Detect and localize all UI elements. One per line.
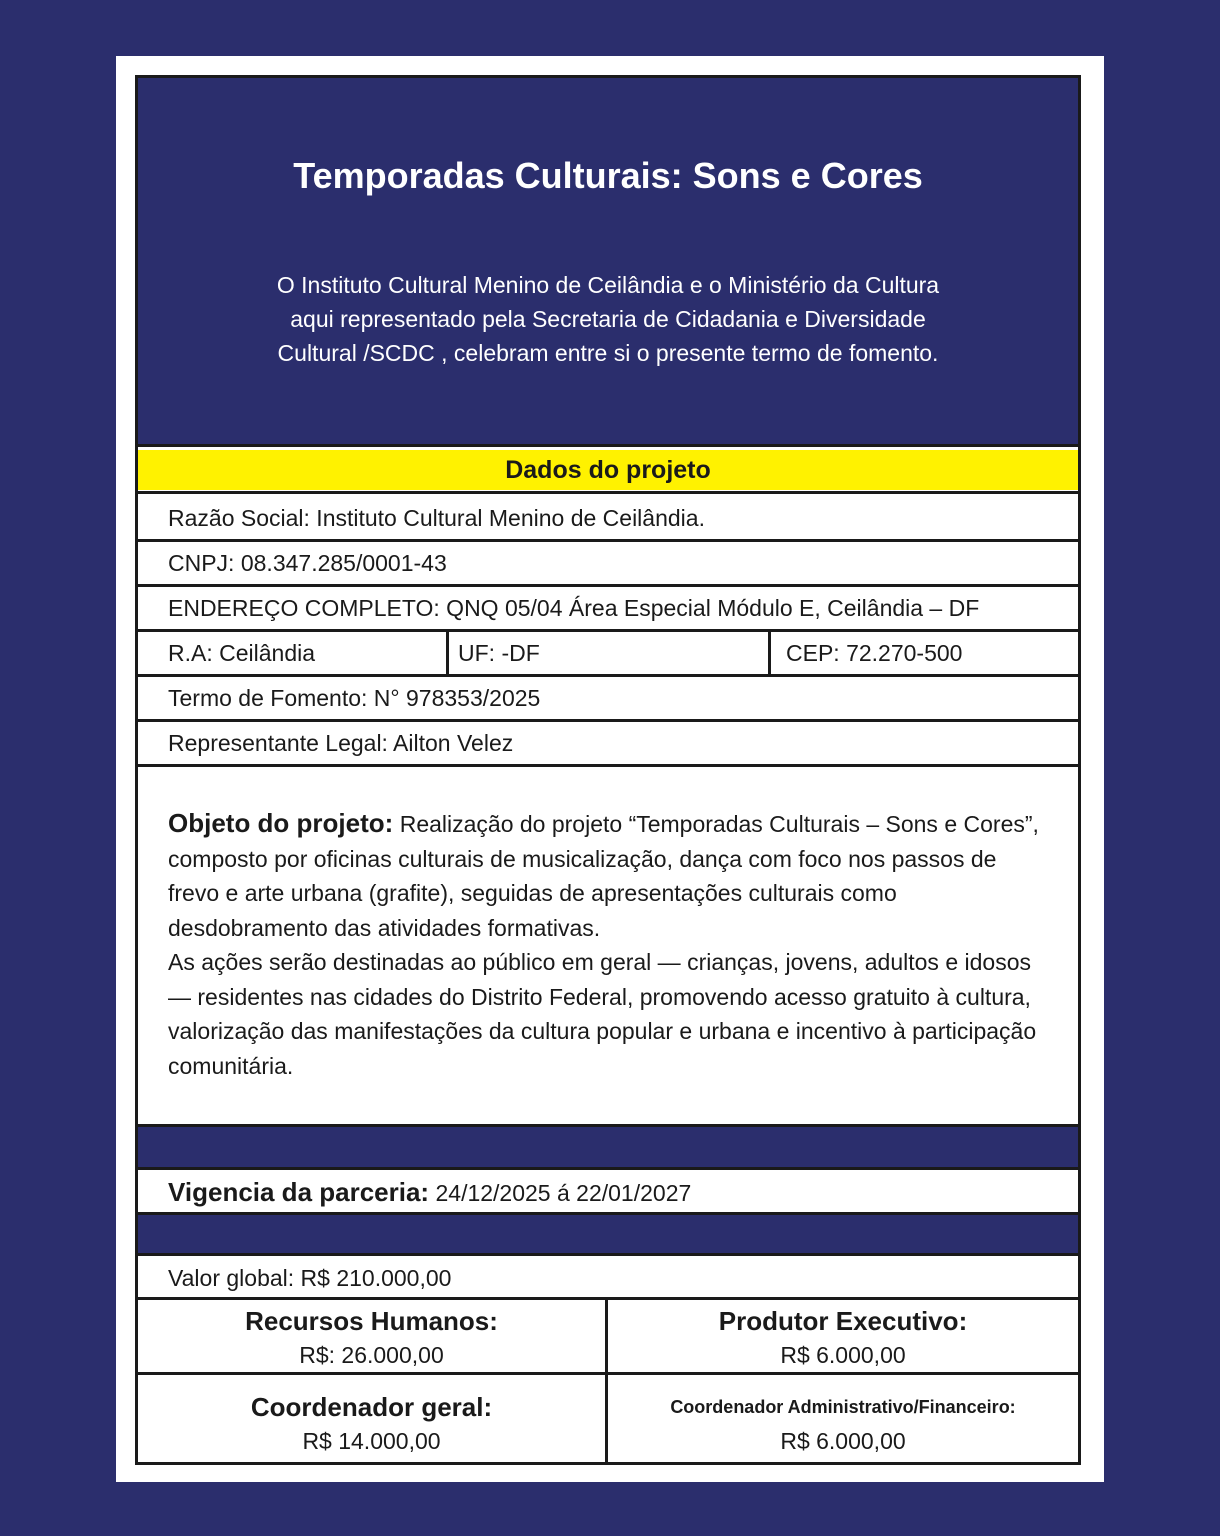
intro-line: aqui representado pela Secretaria de Cidadania e Diversidade [290, 306, 926, 332]
info-board [135, 75, 1081, 1465]
divider [138, 1372, 1078, 1375]
cnpj-field: CNPJ: 08.347.285/0001-43 [168, 550, 447, 576]
uf-field: UF: -DF [458, 640, 540, 666]
cep-field: CEP: 72.270-500 [786, 640, 963, 666]
divider [138, 1297, 1078, 1300]
blue-band [138, 1127, 1078, 1167]
representante-field: Representante Legal: Ailton Velez [168, 730, 514, 756]
objeto-label: Objeto do projeto: [168, 808, 394, 838]
valor-global-field: Valor global: R$ 210.000,00 [168, 1265, 452, 1291]
ra-field: R.A: Ceilândia [168, 640, 316, 666]
recursos-humanos-label: Recursos Humanos: [245, 1306, 498, 1336]
divider [138, 444, 1078, 447]
blue-band [138, 1215, 1078, 1253]
termo-field: Termo de Fomento: N° 978353/2025 [168, 685, 541, 711]
objeto-text-2: As ações serão destinadas ao público em geral — crianças, jovens, adultos e idosos — residentes nas cidades do Distrito Federal, promovendo acesso gratuito à cultura, valorização das manifestações da cultura popular e urbana e incentivo à participação comunitária. [168, 949, 1037, 1079]
vigencia-value: 24/12/2025 á 22/01/2027 [429, 1180, 692, 1206]
divider [138, 764, 1078, 767]
header-intro [248, 268, 968, 370]
intro-line: Cultural /SCDC , celebram entre si o presente termo de fomento. [277, 340, 939, 366]
divider [138, 1253, 1078, 1256]
produtor-executivo-label: Produtor Executivo: [718, 1306, 968, 1336]
coordenador-adm-value: R$ 6.000,00 [780, 1428, 906, 1454]
coordenador-geral-label: Coordenador geral: [250, 1392, 493, 1422]
produtor-executivo-cell [608, 1304, 1078, 1372]
endereco-field: ENDEREÇO COMPLETO: QNQ 05/04 Área Especial Módulo E, Ceilândia – DF [168, 595, 980, 621]
coordenador-geral-cell [138, 1390, 605, 1458]
coordenador-adm-cell [608, 1390, 1078, 1458]
coordenador-geral-value: R$ 14.000,00 [302, 1428, 441, 1454]
intro-line: O Instituto Cultural Menino de Ceilândia e o Ministério da Cultura [276, 272, 940, 298]
divider [768, 629, 771, 674]
recursos-humanos-cell [138, 1304, 605, 1372]
divider [138, 491, 1078, 494]
vigencia-label: Vigencia da parceria: [168, 1177, 430, 1207]
produtor-executivo-value: R$ 6.000,00 [780, 1342, 906, 1368]
objeto-text: Realização do projeto “Temporadas Culturais – Sons e Cores”, composto por oficinas culturais de musicalização, dança com foco nos passos de frevo e arte urbana (grafite), seguidas de apresentações culturais como desdobramento das atividades formativas. [168, 811, 1039, 941]
objeto-section [168, 806, 1048, 1083]
recursos-humanos-value: R$: 26.000,00 [299, 1342, 444, 1368]
razao-social-field: Razão Social: Instituto Cultural Menino de Ceilândia. [168, 505, 705, 531]
section-heading-dados: Dados do projeto [138, 450, 1078, 490]
header-panel [138, 78, 1078, 444]
page-title: Temporadas Culturais: Sons e Cores [293, 155, 923, 196]
divider [446, 629, 449, 674]
vigencia-row [168, 1170, 691, 1215]
coordenador-adm-label: Coordenador Administrativo/Financeiro: [670, 1397, 1016, 1417]
